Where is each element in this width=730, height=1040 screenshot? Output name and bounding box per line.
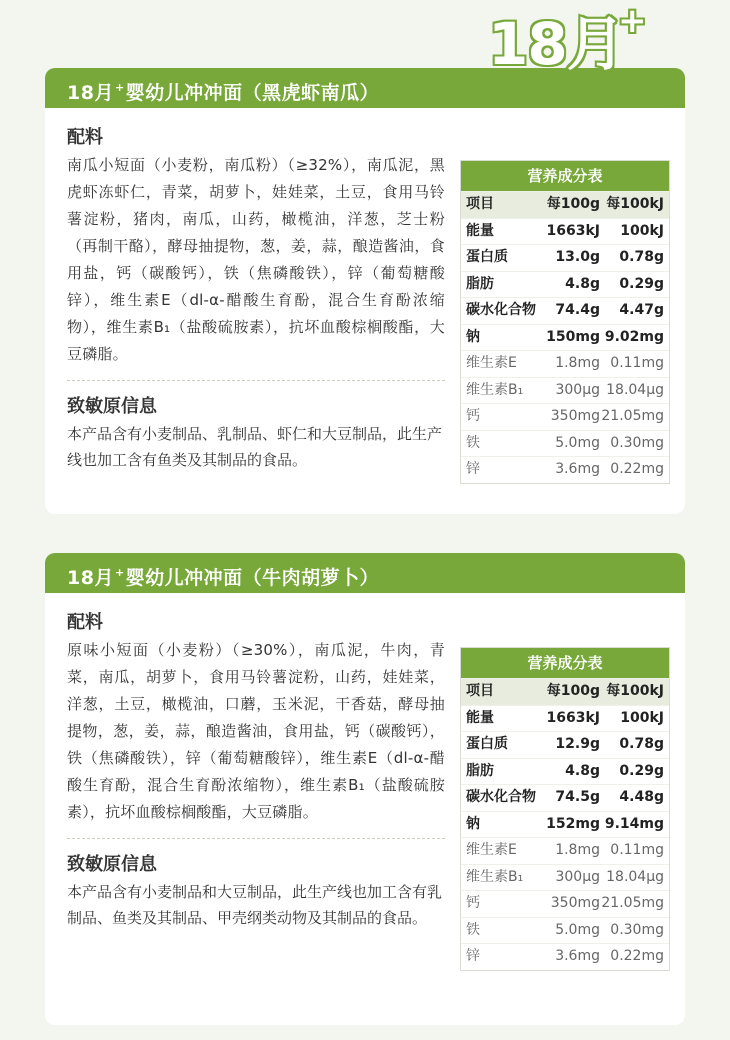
value-per100g: 350mg — [550, 895, 600, 911]
card-title-name: 婴幼儿冲冲面（牛肉胡萝卜） — [125, 567, 380, 589]
nutrition-row — [461, 218, 669, 245]
value-per100g: 1663kJ — [546, 222, 600, 239]
value-per100kj: 21.05mg — [601, 408, 664, 424]
age-badge — [488, 1, 646, 78]
nutrition-row — [461, 244, 669, 271]
nutrition-row — [461, 890, 669, 917]
nutrition-header-row — [461, 191, 669, 218]
nutrient-name: 能量 — [466, 222, 494, 239]
ingredients-section — [67, 611, 445, 931]
header-per100g: 每100g — [546, 196, 600, 212]
value-per100kj: 0.22mg — [610, 461, 664, 477]
card-title-plus: + — [114, 81, 125, 94]
nutrition-row — [461, 324, 669, 351]
value-per100g: 13.0g — [555, 249, 600, 265]
value-per100kj: 0.29g — [619, 762, 664, 779]
value-per100g: 12.9g — [555, 736, 600, 752]
value-per100kj: 100kJ — [620, 222, 664, 239]
value-per100g: 300μg — [555, 868, 600, 885]
value-per100kj: 4.48g — [619, 789, 664, 805]
ingredients-heading: 配料 — [67, 612, 103, 633]
value-per100kj: 0.11mg — [610, 842, 664, 858]
card-title-age: 18月 — [67, 567, 114, 589]
value-per100g: 1.8mg — [555, 355, 600, 371]
value-per100g: 3.6mg — [555, 948, 600, 964]
nutrition-table — [460, 160, 670, 484]
nutrient-name: 维生素B₁ — [466, 868, 524, 885]
value-per100g: 350mg — [550, 408, 600, 424]
section-divider — [67, 838, 445, 839]
value-per100kj: 0.22mg — [610, 948, 664, 964]
nutrition-table-title: 营养成分表 — [461, 161, 669, 191]
nutrient-name: 维生素E — [466, 842, 517, 858]
card-title — [45, 553, 685, 593]
nutrient-name: 蛋白质 — [466, 736, 508, 752]
value-per100kj: 9.14mg — [604, 815, 664, 832]
nutrition-row — [461, 350, 669, 377]
nutrition-header-row — [461, 678, 669, 705]
card-title-name: 婴幼儿冲冲面（黑虎虾南瓜） — [125, 82, 380, 104]
nutrient-name: 钠 — [466, 328, 480, 345]
nutrition-row — [461, 403, 669, 430]
header-per100kj: 每100kJ — [606, 196, 664, 212]
value-per100g: 1663kJ — [546, 709, 600, 726]
product-card-beef-carrot — [45, 553, 685, 1025]
nutrient-name: 能量 — [466, 709, 494, 726]
nutrient-name: 锌 — [466, 948, 480, 964]
value-per100kj: 100kJ — [620, 709, 664, 726]
ingredients-heading: 配料 — [67, 127, 103, 148]
nutrient-name: 蛋白质 — [466, 249, 508, 265]
allergen-text: 本产品含有小麦制品和大豆制品，此生产线也加工含有乳制品、鱼类及其制品、甲壳纲类动物及其制品的食品。 — [67, 883, 443, 927]
nutrition-row — [461, 943, 669, 970]
nutrition-row — [461, 297, 669, 324]
nutrition-row — [461, 811, 669, 838]
nutrient-name: 钠 — [466, 815, 480, 832]
card-title-age: 18月 — [67, 82, 114, 104]
nutrient-name: 维生素E — [466, 355, 517, 371]
value-per100kj: 18.04μg — [606, 868, 664, 885]
age-badge-text: 18月 — [488, 10, 624, 78]
nutrition-row — [461, 917, 669, 944]
value-per100kj: 0.78g — [619, 249, 664, 265]
nutrition-row — [461, 731, 669, 758]
value-per100g: 4.8g — [565, 762, 600, 779]
value-per100g: 152mg — [546, 815, 600, 832]
nutrient-name: 钙 — [466, 408, 480, 424]
value-per100g: 74.5g — [555, 789, 600, 805]
nutrient-name: 碳水化合物 — [466, 302, 536, 318]
section-divider — [67, 380, 445, 381]
ingredients-text: 南瓜小短面（小麦粉，南瓜粉）（≥32%），南瓜泥，黑虎虾冻虾仁，青菜，胡萝卜，娃娃菜，土豆，食用马铃薯淀粉，猪肉，南瓜，山药，橄榄油，洋葱，芝士粉（再制干酪），酵母抽提物，葱，姜，蒜，酿造酱油，食用盐，钙（碳酸钙），铁（焦磷酸铁），锌（葡萄糖酸锌），维生素E（dl-α-醋酸生育酚，混合生育酚浓缩物），维生素B₁（盐酸硫胺素），抗坏血酸棕榈酸酯，大豆磷脂。 — [67, 156, 445, 363]
nutrition-row — [461, 705, 669, 732]
value-per100g: 4.8g — [565, 275, 600, 292]
header-per100g: 每100g — [546, 683, 600, 699]
nutrition-row — [461, 377, 669, 404]
age-badge-plus: + — [618, 1, 646, 41]
nutrition-row — [461, 864, 669, 891]
card-title-plus: + — [114, 566, 125, 579]
header-per100kj: 每100kJ — [606, 683, 664, 699]
nutrition-row — [461, 271, 669, 298]
value-per100g: 5.0mg — [555, 921, 600, 938]
nutrient-name: 锌 — [466, 461, 480, 477]
value-per100kj: 0.78g — [619, 736, 664, 752]
nutrient-name: 碳水化合物 — [466, 789, 536, 805]
ingredients-text: 原味小短面（小麦粉）（≥30%），南瓜泥，牛肉，青菜，南瓜，胡萝卜，食用马铃薯淀粉，山药，娃娃菜，洋葱，土豆，橄榄油，口蘑，玉米泥，干香菇，酵母抽提物，葱，姜，蒜，酿造酱油，食用盐，钙（碳酸钙），铁（焦磷酸铁），锌（葡萄糖酸锌），维生素E（dl-α-醋酸生育酚，混合生育酚浓缩物），维生素B₁（盐酸硫胺素），抗坏血酸棕榈酸酯，大豆磷脂。 — [67, 641, 445, 821]
nutrition-row — [461, 837, 669, 864]
nutrition-rows — [461, 705, 669, 970]
value-per100kj: 0.11mg — [610, 355, 664, 371]
nutrition-table-title: 营养成分表 — [461, 648, 669, 678]
nutrient-name: 铁 — [466, 921, 480, 938]
nutrition-row — [461, 784, 669, 811]
value-per100g: 150mg — [546, 328, 600, 345]
value-per100kj: 9.02mg — [604, 328, 664, 345]
value-per100kj: 21.05mg — [601, 895, 664, 911]
value-per100kj: 0.29g — [619, 275, 664, 292]
value-per100g: 5.0mg — [555, 434, 600, 451]
nutrition-row — [461, 456, 669, 483]
nutrient-name: 脂肪 — [466, 762, 494, 779]
nutrition-row — [461, 430, 669, 457]
nutrient-name: 铁 — [466, 434, 480, 451]
value-per100g: 1.8mg — [555, 842, 600, 858]
header-item: 项目 — [466, 196, 494, 212]
nutrient-name: 维生素B₁ — [466, 381, 524, 398]
value-per100kj: 0.30mg — [610, 921, 664, 938]
nutrition-rows — [461, 218, 669, 483]
product-card-shrimp-pumpkin — [45, 68, 685, 514]
value-per100kj: 4.47g — [619, 302, 664, 318]
allergen-text: 本产品含有小麦制品、乳制品、虾仁和大豆制品，此生产线也加工含有鱼类及其制品的食品。 — [67, 425, 443, 469]
allergen-heading: 致敏原信息 — [67, 396, 157, 417]
value-per100g: 300μg — [555, 381, 600, 398]
nutrition-row — [461, 758, 669, 785]
header-item: 项目 — [466, 683, 494, 699]
value-per100kj: 18.04μg — [606, 381, 664, 398]
nutrient-name: 钙 — [466, 895, 480, 911]
allergen-heading: 致敏原信息 — [67, 854, 157, 875]
nutrient-name: 脂肪 — [466, 275, 494, 292]
value-per100kj: 0.30mg — [610, 434, 664, 451]
value-per100g: 3.6mg — [555, 461, 600, 477]
nutrition-table — [460, 647, 670, 971]
value-per100g: 74.4g — [555, 302, 600, 318]
ingredients-section — [67, 126, 445, 473]
